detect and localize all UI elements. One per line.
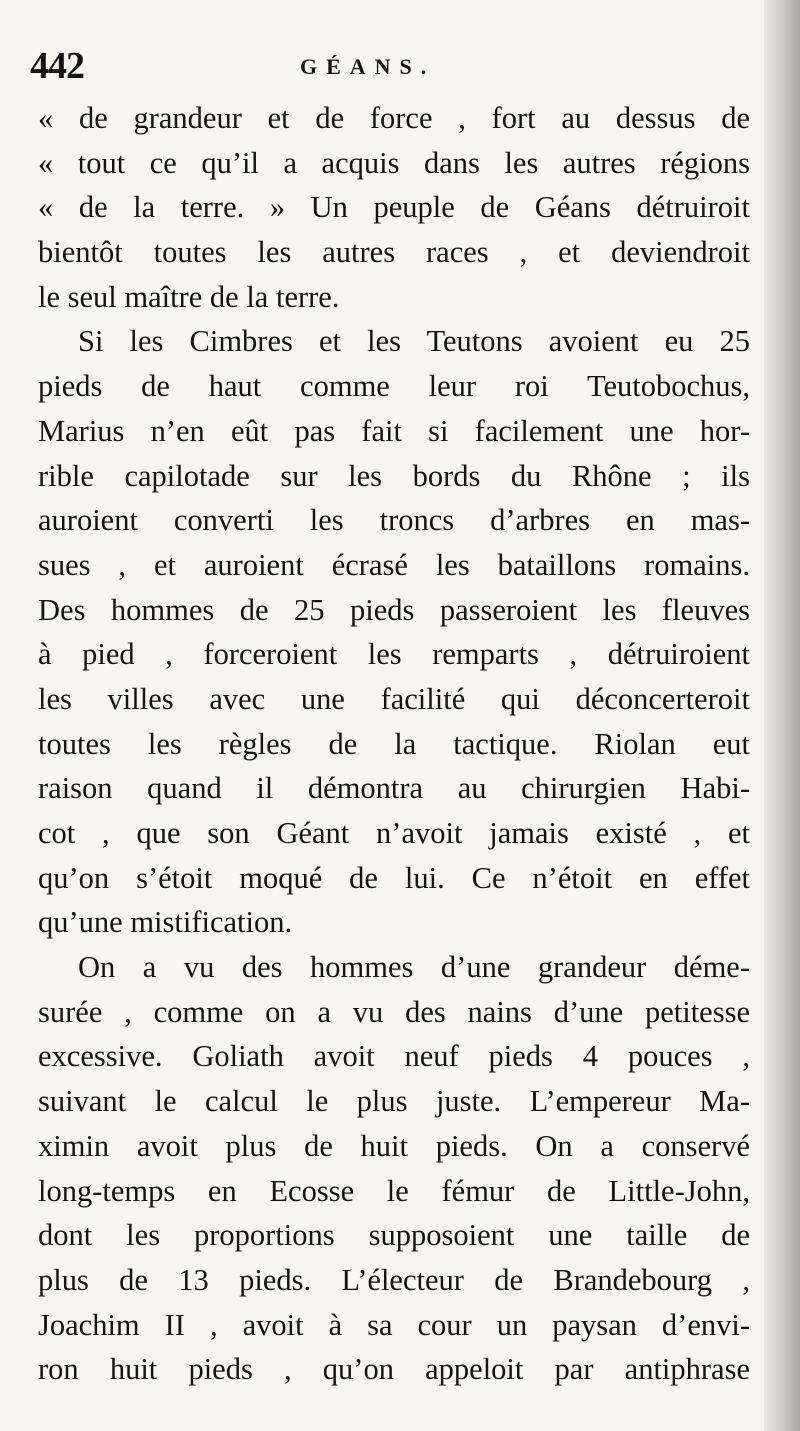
text-line: ron huit pieds , qu’on appeloit par antiphrase: [38, 1352, 750, 1387]
text-line: long-temps en Ecosse le fémur de Little-John,: [38, 1173, 750, 1208]
text-line: le seul maître de la terre.: [38, 279, 340, 314]
text-line: « tout ce qu’il a acquis dans les autres régions: [38, 145, 750, 180]
page-number: 442: [30, 45, 84, 87]
text-line: qu’on s’étoit moqué de lui. Ce n’étoit en effet: [38, 860, 750, 895]
text-line: pieds de haut comme leur roi Teutobochus,: [38, 369, 750, 404]
text-line: ximin avoit plus de huit pieds. On a conservé: [38, 1128, 750, 1163]
text-line: Joachim II , avoit à sa cour un paysan d’envi-: [38, 1307, 750, 1342]
body-text: [38, 96, 750, 1392]
text-line: « de la terre. » Un peuple de Géans détruiroit: [38, 190, 750, 225]
text-line: les villes avec une facilité qui déconcerteroit: [38, 681, 750, 716]
text-line: bientôt toutes les autres races , et deviendroit: [38, 235, 750, 270]
text-line: dont les proportions supposoient une taille de: [38, 1218, 750, 1253]
text-line: cot , que son Géant n’avoit jamais existé , et: [38, 816, 750, 850]
text-line: qu’une mistification.: [38, 905, 293, 940]
text-line: rible capilotade sur les bords du Rhône ; ils: [38, 458, 750, 493]
text-line: Des hommes de 25 pieds passeroient les fleuves: [38, 592, 750, 627]
text-line: surée , comme on a vu des nains d’une petitesse: [38, 994, 750, 1029]
text-line: auroient converti les troncs d’arbres en mas-: [38, 503, 750, 538]
page-header: [30, 44, 730, 94]
text-line: On a vu des hommes d’une grandeur déme-: [78, 950, 750, 985]
page-gutter-shadow: [764, 0, 800, 1431]
text-line: sues , et auroient écrasé les bataillons romains.: [38, 547, 750, 582]
text-line: Si les Cimbres et les Teutons avoient eu 25: [78, 324, 750, 359]
text-line: plus de 13 pieds. L’électeur de Brandebourg ,: [38, 1262, 750, 1297]
text-line: Marius n’en eût pas fait si facilement une hor-: [38, 413, 750, 448]
text-line: à pied , forceroient les remparts , détruiroient: [38, 637, 750, 672]
text-line: excessive. Goliath avoit neuf pieds 4 pouces ,: [38, 1039, 750, 1074]
text-line: suivant le calcul le plus juste. L’empereur Ma-: [38, 1084, 750, 1119]
running-head: GÉANS.: [300, 54, 436, 79]
text-line: toutes les règles de la tactique. Riolan eut: [38, 726, 750, 761]
text-line: raison quand il démontra au chirurgien Habi-: [38, 771, 750, 806]
text-line: « de grandeur et de force , fort au dessus de: [38, 101, 750, 135]
